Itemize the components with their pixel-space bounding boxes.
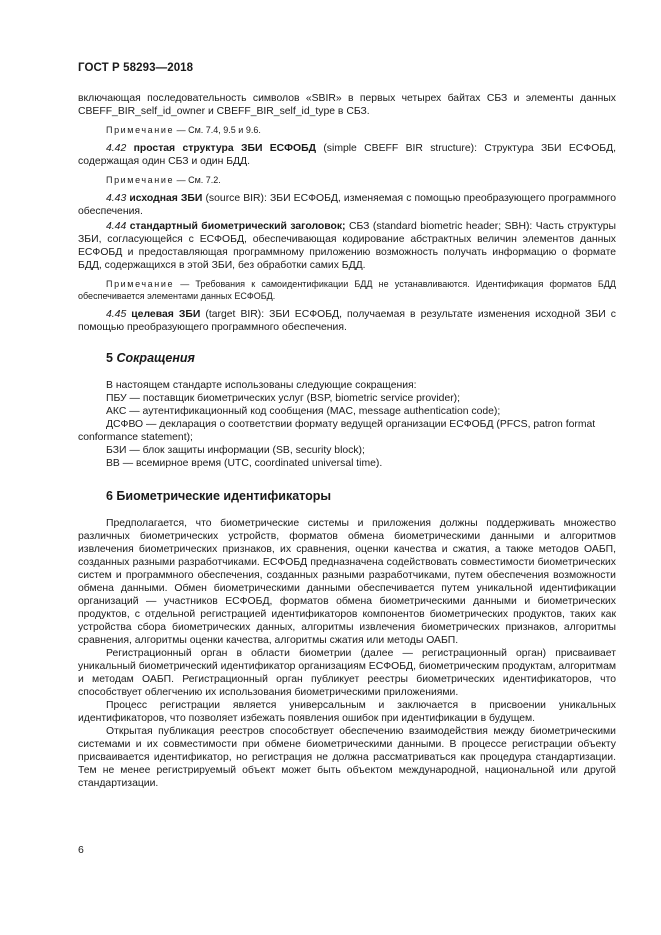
definition-number: 4.42 — [106, 143, 127, 154]
note-label: Примечание — [106, 175, 175, 185]
note-label: Примечание — [106, 279, 175, 289]
section-5-heading — [78, 352, 616, 365]
section-6-paragraph: Регистрационный орган в области биометрии (далее — регистрационный орган) присваивает уникальный биометрический идентификатор организациям ЕСФОБД, биометрическим продуктам, алгоритмам и методам ОАБП. Регистрационный орган публикует реестры биометрических идентификаторов, что способствует облегчению их использования биометрическими приложениями. — [78, 648, 616, 698]
note-text: — См. 7.2. — [174, 175, 221, 185]
definition-term: исходная ЗБИ — [129, 193, 203, 204]
abbreviation-item: ВВ — всемирное время (UTC, coordinated universal time). — [106, 458, 383, 469]
document-body — [78, 92, 616, 790]
note-1 — [78, 124, 616, 136]
abbreviation-item: ДСФВО — декларация о соответствии формату ведущей организации ЕСФОБД (PFCS, patron format conformance statement); — [78, 419, 596, 443]
definition-4-42 — [78, 142, 616, 168]
definition-text: (target BIR): ЗБИ ЕСФОБД, получаемая в результате изменения исходной ЗБИ с помощью преобразующего программного обеспечения. — [78, 309, 616, 333]
abbreviations-intro: В настоящем стандарте использованы следующие сокращения: — [106, 380, 417, 391]
document-header: ГОСТ Р 58293—2018 — [78, 62, 194, 74]
paragraph-continuation: включающая последовательность символов «SBIR» в первых четырех байтах СБЗ и элементы данных CBEFF_BIR_self_id_owner и CBEFF_BIR_self_id_type в СБЗ. — [78, 93, 616, 117]
definition-text: (source BIR): ЗБИ ЕСФОБД, изменяемая с помощью преобразующего программного обеспечения. — [78, 193, 617, 217]
definition-number: 4.45 — [106, 309, 127, 320]
note-text: — Требования к самоидентификации БДД не устанавливаются. Идентификация форматов БДД обеспечивается элементами данных ЕСФОБД. — [78, 279, 616, 301]
abbreviation-item: БЗИ — блок защиты информации (SB, security block); — [106, 445, 365, 456]
note-2 — [78, 174, 616, 186]
definition-term: простая структура ЗБИ ЕСФОБД — [133, 143, 317, 154]
abbreviation-item: АКС — аутентификационный код сообщения (MAC, message authentication code); — [106, 406, 501, 417]
section-number: 5 — [106, 351, 113, 365]
section-6-paragraph: Процесс регистрации является универсальным и заключается в присвоении уникальных идентификаторов, что позволяет избежать появления ошибок при идентификации в будущем. — [78, 700, 616, 724]
section-title: Сокращения — [116, 351, 195, 365]
definition-text: СБЗ (standard biometric header; SBH): Часть структуры ЗБИ, согласующейся с ЕСФОБД, обеспечивающая кодирование абстрактных величин элементов данных ЕСФОБД и предоставляющая программному приложению возможность получать информацию о формате БДД, содержащихся в этой ЗБИ, без обработки самих БДД. — [78, 221, 616, 271]
definition-4-43 — [78, 192, 616, 218]
definition-number: 4.43 — [106, 193, 127, 204]
definition-4-45 — [78, 308, 616, 334]
section-6-heading: 6 Биометрические идентификаторы — [106, 489, 332, 503]
definition-number: 4.44 — [106, 221, 127, 232]
page-number: 6 — [78, 844, 84, 856]
abbreviation-item: ПБУ — поставщик биометрических услуг (BSP, biometric service provider); — [106, 393, 461, 404]
note-text: — См. 7.4, 9.5 и 9.6. — [174, 125, 261, 135]
section-6-paragraph: Предполагается, что биометрические системы и приложения должны поддерживать множество различных биометрических устройств, форматов обмена биометрическими данными и алгоритмов извлечения биометрических признаков, их сравнения, оценки качества и сжатия, а также методов ОАБП, созданных разными разработчиками. ЕСФОБД предназначена содействовать совместимости биометрических систем и программного обеспечения, созданных разными разработчиками, путем обеспечения возможности обмена данными. Обмен биометрическими данными обеспечивается путем уникальной идентификации организаций — участников ЕСФОБД, форматов обмена биометрическими данными и биометрических продуктов, с отдельной регистрацией идентификаторов компонентов биометрических продуктов, таких как устройства сбора биометрических данных, алгоритмы извлечения биометрических признаков, алгоритмы сравнения, алгоритмы оценки качества, алгоритмы сжатия или методы ОАБП. — [78, 518, 616, 646]
definition-text: (simple CBEFF BIR structure): Структура ЗБИ ЕСФОБД, содержащая один СБЗ и один БДД. — [78, 143, 617, 167]
definition-term: стандартный биометрический заголовок; — [129, 221, 346, 232]
definition-4-44 — [78, 220, 616, 272]
section-6-paragraph: Открытая публикация реестров способствует обеспечению взаимодействия между биометрическими системами и их совместимости при обмене биометрическими данными. В процессе регистрации объекту присваивается идентификатор, но регистрация не должна рассматриваться как процедура стандартизации. Тем не менее регистрируемый объект может быть объектом международной, национальной или другой стандартизации. — [78, 726, 616, 789]
note-label: Примечание — [106, 125, 175, 135]
definition-term: целевая ЗБИ — [131, 309, 201, 320]
note-3 — [78, 278, 616, 302]
